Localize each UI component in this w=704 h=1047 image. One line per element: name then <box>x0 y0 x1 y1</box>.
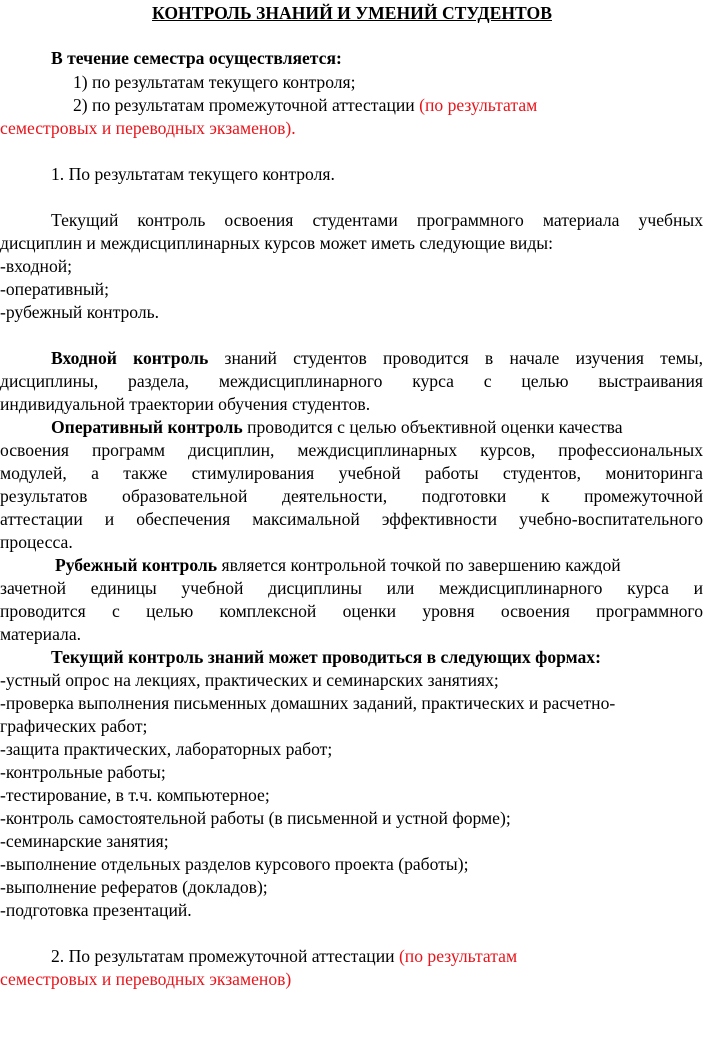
form-item: -контроль самостоятельной работы (в письменной и устной форме); <box>0 808 511 828</box>
form-item: -подготовка презентаций. <box>0 900 192 920</box>
section1-heading: 1. По результатам текущего контроля. <box>51 164 335 184</box>
section1-para-line-1: Текущий контроль освоения студентами программного материала учебных <box>51 210 703 230</box>
control-type-entry: -входной; <box>0 256 73 276</box>
form-item: графических работ; <box>0 716 148 736</box>
intro-item-2-cont: семестровых и переводных экзаменов). <box>0 118 296 138</box>
intro-item-2-text: 2) по результатам промежуточной аттестации <box>73 95 420 115</box>
form-item: -проверка выполнения письменных домашних заданий, практических и расчетно- <box>0 693 616 713</box>
forms-heading: Текущий контроль знаний может проводиться в следующих формах: <box>51 647 601 667</box>
operative-control-line-5: аттестации и обеспечения максимальной эффективности учебно-воспитательного <box>0 509 703 529</box>
entry-control-line-3: индивидуальной траектории обучения студентов. <box>0 394 371 414</box>
milestone-control-line-3: проводится с целью комплексной оценки уровня освоения программного <box>0 601 703 621</box>
document-title: КОНТРОЛЬ ЗНАНИЙ И УМЕНИЙ СТУДЕНТОВ <box>152 3 552 23</box>
operative-control-line-1 <box>51 416 704 439</box>
section2-heading-red: (по результатам <box>398 946 518 966</box>
intro-item-2-red: (по результатам <box>419 95 538 115</box>
form-item: -семинарские занятия; <box>0 831 169 851</box>
intro-item-1: 1) по результатам текущего контроля; <box>73 72 356 92</box>
milestone-control-line-4: материала. <box>0 624 82 644</box>
milestone-control-term: Рубежный контроль <box>55 555 218 575</box>
control-type-operative: -оперативный; <box>0 279 109 299</box>
intro-heading: В течение семестра осуществляется: <box>51 48 342 68</box>
form-item: -выполнение отдельных разделов курсового проекта (работы); <box>0 854 469 874</box>
operative-control-text: проводится с целью объективной оценки качества <box>242 417 623 437</box>
section2-heading-cont: семестровых и переводных экзаменов) <box>0 969 292 989</box>
operative-control-line-2: освоения программ дисциплин, междисциплинарных курсов, профессиональных <box>0 440 703 460</box>
section2-heading <box>51 945 704 968</box>
milestone-control-text: является контрольной точкой по завершению каждой <box>217 555 621 575</box>
form-item: -выполнение рефератов (докладов); <box>0 877 268 897</box>
milestone-control-line-1 <box>55 554 704 577</box>
milestone-control-line-2: зачетной единицы учебной дисциплины или междисциплинарного курса и <box>0 578 703 598</box>
section2-heading-text: 2. По результатам промежуточной аттестации <box>51 946 399 966</box>
operative-control-line-6: процесса. <box>0 532 73 552</box>
form-item: -контрольные работы; <box>0 762 166 782</box>
operative-control-line-3: модулей, а также стимулирования учебной работы студентов, мониторинга <box>0 463 703 483</box>
form-item: -тестирование, в т.ч. компьютерное; <box>0 785 270 805</box>
form-item: -защита практических, лабораторных работ; <box>0 739 333 759</box>
intro-item-2 <box>73 94 704 117</box>
entry-control-line-2: дисциплины, раздела, междисциплинарного курса с целью выстраивания <box>0 371 703 391</box>
operative-control-term: Оперативный контроль <box>51 417 243 437</box>
operative-control-line-4: результатов образовательной деятельности, подготовки к промежуточной <box>0 486 703 506</box>
entry-control-text: знаний студентов проводится в начале изучения темы, <box>208 348 703 368</box>
control-type-milestone: -рубежный контроль. <box>0 302 160 322</box>
section1-para-line-2: дисциплин и междисциплинарных курсов может иметь следующие виды: <box>0 233 554 253</box>
entry-control-line-1 <box>51 347 703 370</box>
entry-control-term: Входной контроль <box>51 348 209 368</box>
form-item: -устный опрос на лекциях, практических и семинарских занятиях; <box>0 670 499 690</box>
